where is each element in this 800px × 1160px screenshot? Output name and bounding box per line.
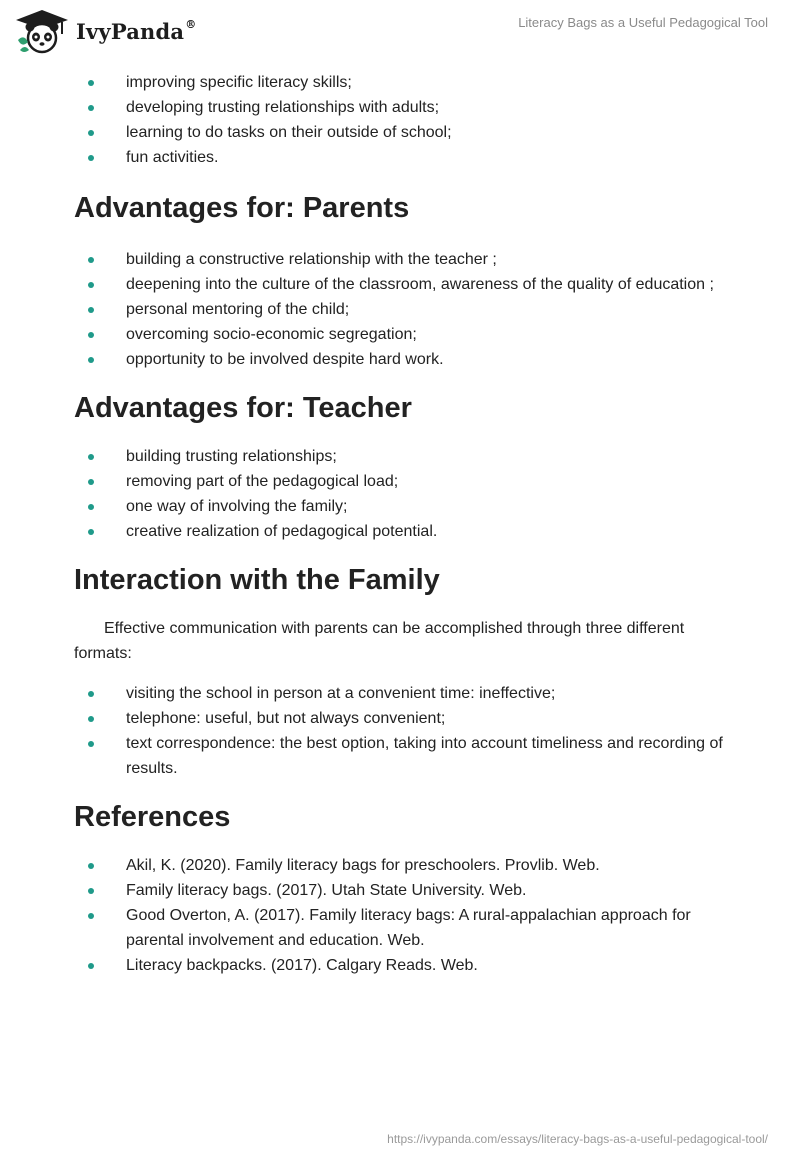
document-title: Literacy Bags as a Useful Pedagogical Tool [518,15,768,30]
bullet-icon [88,479,94,485]
parents-list [74,247,734,372]
page-header [0,0,800,60]
heading-parents: Advantages for: Parents [74,192,410,224]
list-item: learning to do tasks on their outside of school; [74,120,734,145]
bullet-icon [88,863,94,869]
logo-text: IvyPanda® [76,17,197,44]
source-url[interactable]: https://ivypanda.com/essays/literacy-bags-as-a-useful-pedagogical-tool/ [387,1132,768,1146]
bullet-icon [88,691,94,697]
list-item: building trusting relationships; [74,444,734,469]
list-item: visiting the school in person at a convenient time: ineffective; [74,681,734,706]
list-item: overcoming socio-economic segregation; [74,322,734,347]
bullet-icon [88,130,94,136]
list-item: creative realization of pedagogical potential. [74,519,734,544]
heading-family: Interaction with the Family [74,564,440,596]
logo[interactable] [14,8,196,54]
references-list [74,853,734,978]
bullet-icon [88,155,94,161]
essay-content [74,70,734,978]
bullet-icon [88,716,94,722]
list-item: developing trusting relationships with adults; [74,95,734,120]
list-item: text correspondence: the best option, taking into account timeliness and recording of results. [74,731,734,781]
family-paragraph: Effective communication with parents can be accomplished through three different formats: [74,620,685,662]
reference-item: Literacy backpacks. (2017). Calgary Reads. Web. [74,953,734,978]
list-item: opportunity to be involved despite hard work. [74,347,734,372]
heading-teacher: Advantages for: Teacher [74,392,412,424]
reference-item: Good Overton, A. (2017). Family literacy bags: A rural-appalachian approach for parental involvement and education. Web. [74,903,734,953]
list-item: fun activities. [74,145,734,170]
bullet-icon [88,332,94,338]
list-item: building a constructive relationship with the teacher ; [74,247,734,272]
bullet-icon [88,913,94,919]
bullet-icon [88,357,94,363]
bullet-icon [88,529,94,535]
panda-logo-icon [14,8,70,54]
intro-list [74,70,734,170]
list-item: telephone: useful, but not always convenient; [74,706,734,731]
bullet-icon [88,963,94,969]
bullet-icon [88,80,94,86]
reference-item: Akil, K. (2020). Family literacy bags for preschoolers. Provlib. Web. [74,853,734,878]
list-item: personal mentoring of the child; [74,297,734,322]
list-item: removing part of the pedagogical load; [74,469,734,494]
family-list [74,681,734,781]
bullet-icon [88,307,94,313]
list-item: one way of involving the family; [74,494,734,519]
teacher-list [74,444,734,544]
bullet-icon [88,888,94,894]
bullet-icon [88,504,94,510]
bullet-icon [88,282,94,288]
heading-references: References [74,801,231,833]
bullet-icon [88,454,94,460]
bullet-icon [88,257,94,263]
list-item: deepening into the culture of the classroom, awareness of the quality of education ; [74,272,734,297]
reference-item: Family literacy bags. (2017). Utah State University. Web. [74,878,734,903]
bullet-icon [88,105,94,111]
bullet-icon [88,741,94,747]
list-item: improving specific literacy skills; [74,70,734,95]
